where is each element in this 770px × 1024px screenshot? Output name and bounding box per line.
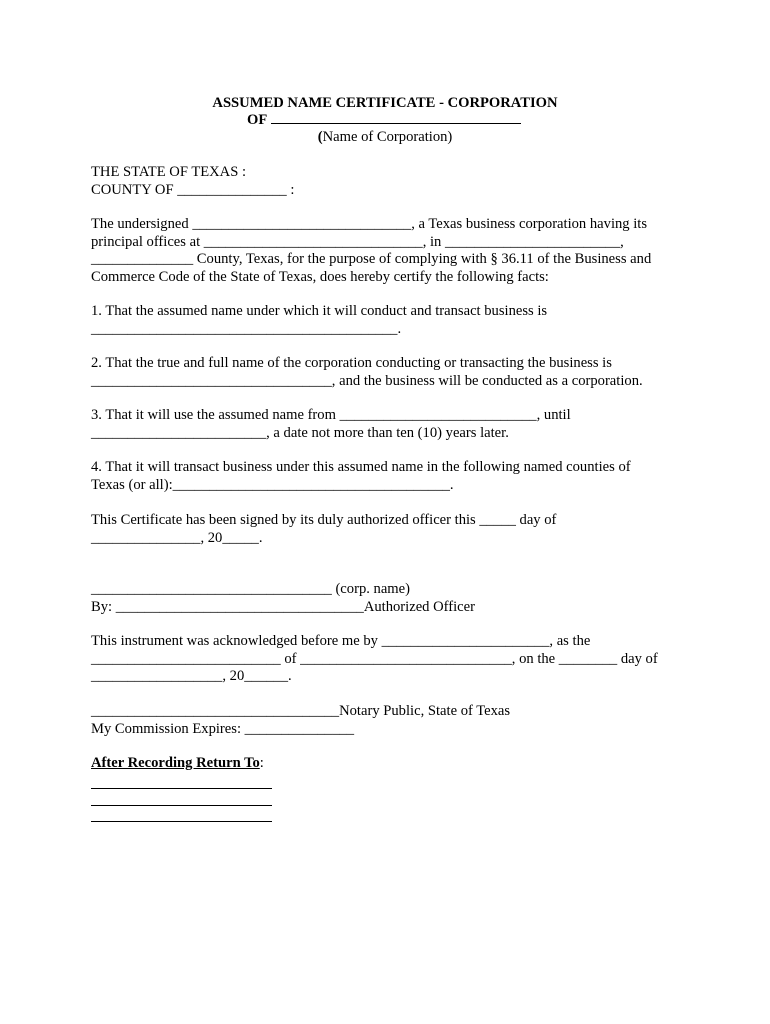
- notary-block: [91, 703, 691, 738]
- state-county-block: [91, 164, 691, 199]
- corporation-name-line: OF: [247, 111, 521, 130]
- corporation-name-caption: (Name of Corporation): [317, 129, 453, 145]
- notary-line[interactable]: __________________________________Notary Public, State of Texas: [91, 703, 511, 719]
- fact-4: 4. That it will transact business under this assumed name in the following named counties of Texas (or all):______________________________________.: [91, 459, 631, 493]
- fact-1: 1. That the assumed name under which it will conduct and transact business is __________________________________________.: [91, 303, 548, 337]
- return-to-block: [91, 755, 691, 822]
- return-address-line-1[interactable]: [91, 788, 272, 789]
- document-title: ASSUMED NAME CERTIFICATE - CORPORATION: [212, 95, 558, 111]
- corp-signature-block: [91, 581, 691, 616]
- commission-line[interactable]: My Commission Expires: _______________: [91, 720, 355, 737]
- return-to-heading: After Recording Return To:: [91, 755, 264, 771]
- acknowledgment-paragraph: This instrument was acknowledged before me by _______________________, as the __________________________ of _____________________________, on the ________ day of __________________, 20______.: [91, 633, 658, 684]
- intro-paragraph: The undersigned ______________________________, a Texas business corporation having its principal offices at ______________________________, in ________________________, ______________ County, Texas, for the purpose of complying with § 36.11 of the Business and Commerce Code of the State of Texas, does hereby certify the following facts:: [91, 216, 652, 285]
- county-line[interactable]: COUNTY OF _______________ :: [91, 181, 295, 198]
- signature-date-paragraph: This Certificate has been signed by its duly authorized officer this _____ day of _______________, 20_____.: [91, 512, 557, 546]
- return-address-line-3[interactable]: [91, 821, 272, 822]
- state-line: THE STATE OF TEXAS :: [91, 164, 247, 180]
- return-address-line-2[interactable]: [91, 805, 272, 806]
- authorized-officer-line[interactable]: By: __________________________________Authorized Officer: [91, 598, 475, 615]
- corp-name-line[interactable]: _________________________________ (corp. name): [91, 581, 410, 597]
- fact-2: 2. That the true and full name of the corporation conducting or transacting the business is _________________________________, and the business will be conducted as a corporation.: [91, 355, 643, 389]
- corporation-name-blank[interactable]: [271, 111, 521, 124]
- fact-3: 3. That it will use the assumed name from ___________________________, until ________________________, a date not more than ten (10) years later.: [91, 407, 571, 441]
